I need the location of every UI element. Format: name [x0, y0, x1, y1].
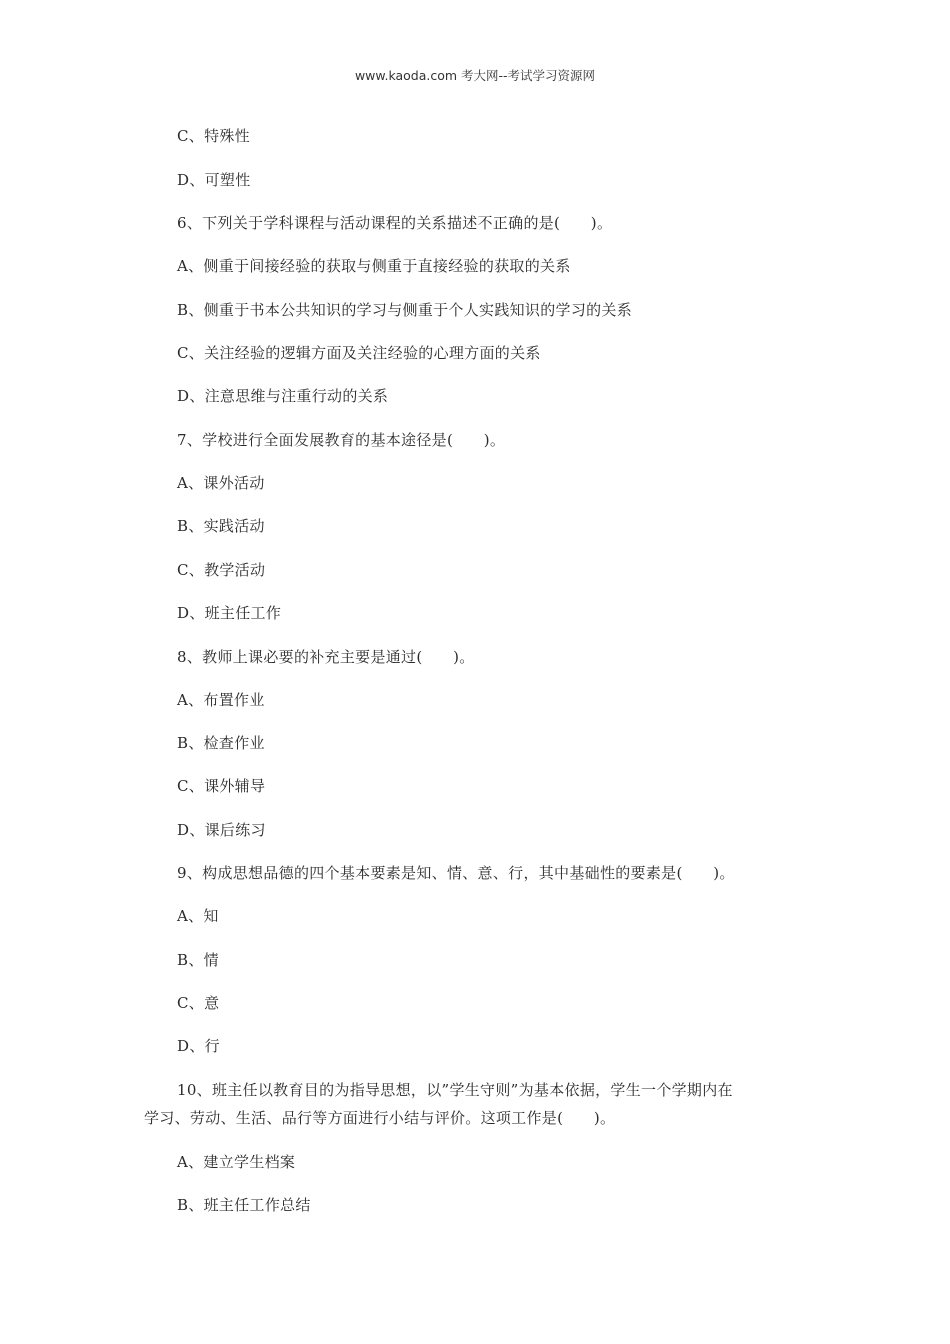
option-d-q9: D、行 — [177, 1037, 220, 1055]
option-b-q10: B、班主任工作总结 — [177, 1196, 311, 1214]
option-c-q9: C、意 — [177, 994, 220, 1012]
question-7: 7、学校进行全面发展教育的基本途径是( )。 — [177, 431, 506, 449]
option-a-q7: A、课外活动 — [177, 474, 265, 492]
option-b-q9: B、情 — [177, 951, 219, 969]
option-d-q6: D、注意思维与注重行动的关系 — [177, 387, 389, 405]
page-header: www.kaoda.com 考大网--考试学习资源网 — [354, 68, 596, 83]
option-c-q6: C、关注经验的逻辑方面及关注经验的心理方面的关系 — [177, 344, 541, 362]
question-8: 8、教师上课必要的补充主要是通过( )。 — [177, 648, 475, 666]
option-b-q8: B、检查作业 — [177, 734, 265, 752]
option-d-q5: D、可塑性 — [177, 171, 251, 189]
option-d-q8: D、课后练习 — [177, 821, 266, 839]
option-a-q6: A、侧重于间接经验的获取与侧重于直接经验的获取的关系 — [177, 257, 571, 275]
option-d-q7: D、班主任工作 — [177, 604, 282, 622]
option-a-q9: A、知 — [177, 907, 219, 925]
option-c-q5: C、特殊性 — [177, 127, 250, 145]
option-c-q7: C、教学活动 — [177, 561, 266, 579]
question-6: 6、下列关于学科课程与活动课程的关系描述不正确的是( )。 — [177, 214, 613, 232]
option-b-q6: B、侧重于书本公共知识的学习与侧重于个人实践知识的学习的关系 — [177, 301, 633, 319]
question-9: 9、构成思想品德的四个基本要素是知、情、意、行，其中基础性的要素是( )。 — [177, 864, 735, 882]
question-10-line-1: 10、班主任以教育目的为指导思想，以”学生守则”为基本依据，学生一个学期内在 — [177, 1081, 733, 1099]
option-a-q10: A、建立学生档案 — [177, 1153, 296, 1171]
option-c-q8: C、课外辅导 — [177, 777, 266, 795]
option-b-q7: B、实践活动 — [177, 517, 265, 535]
question-10-line-2: 学习、劳动、生活、品行等方面进行小结与评价。这项工作是( )。 — [144, 1109, 616, 1127]
option-a-q8: A、布置作业 — [177, 691, 265, 709]
